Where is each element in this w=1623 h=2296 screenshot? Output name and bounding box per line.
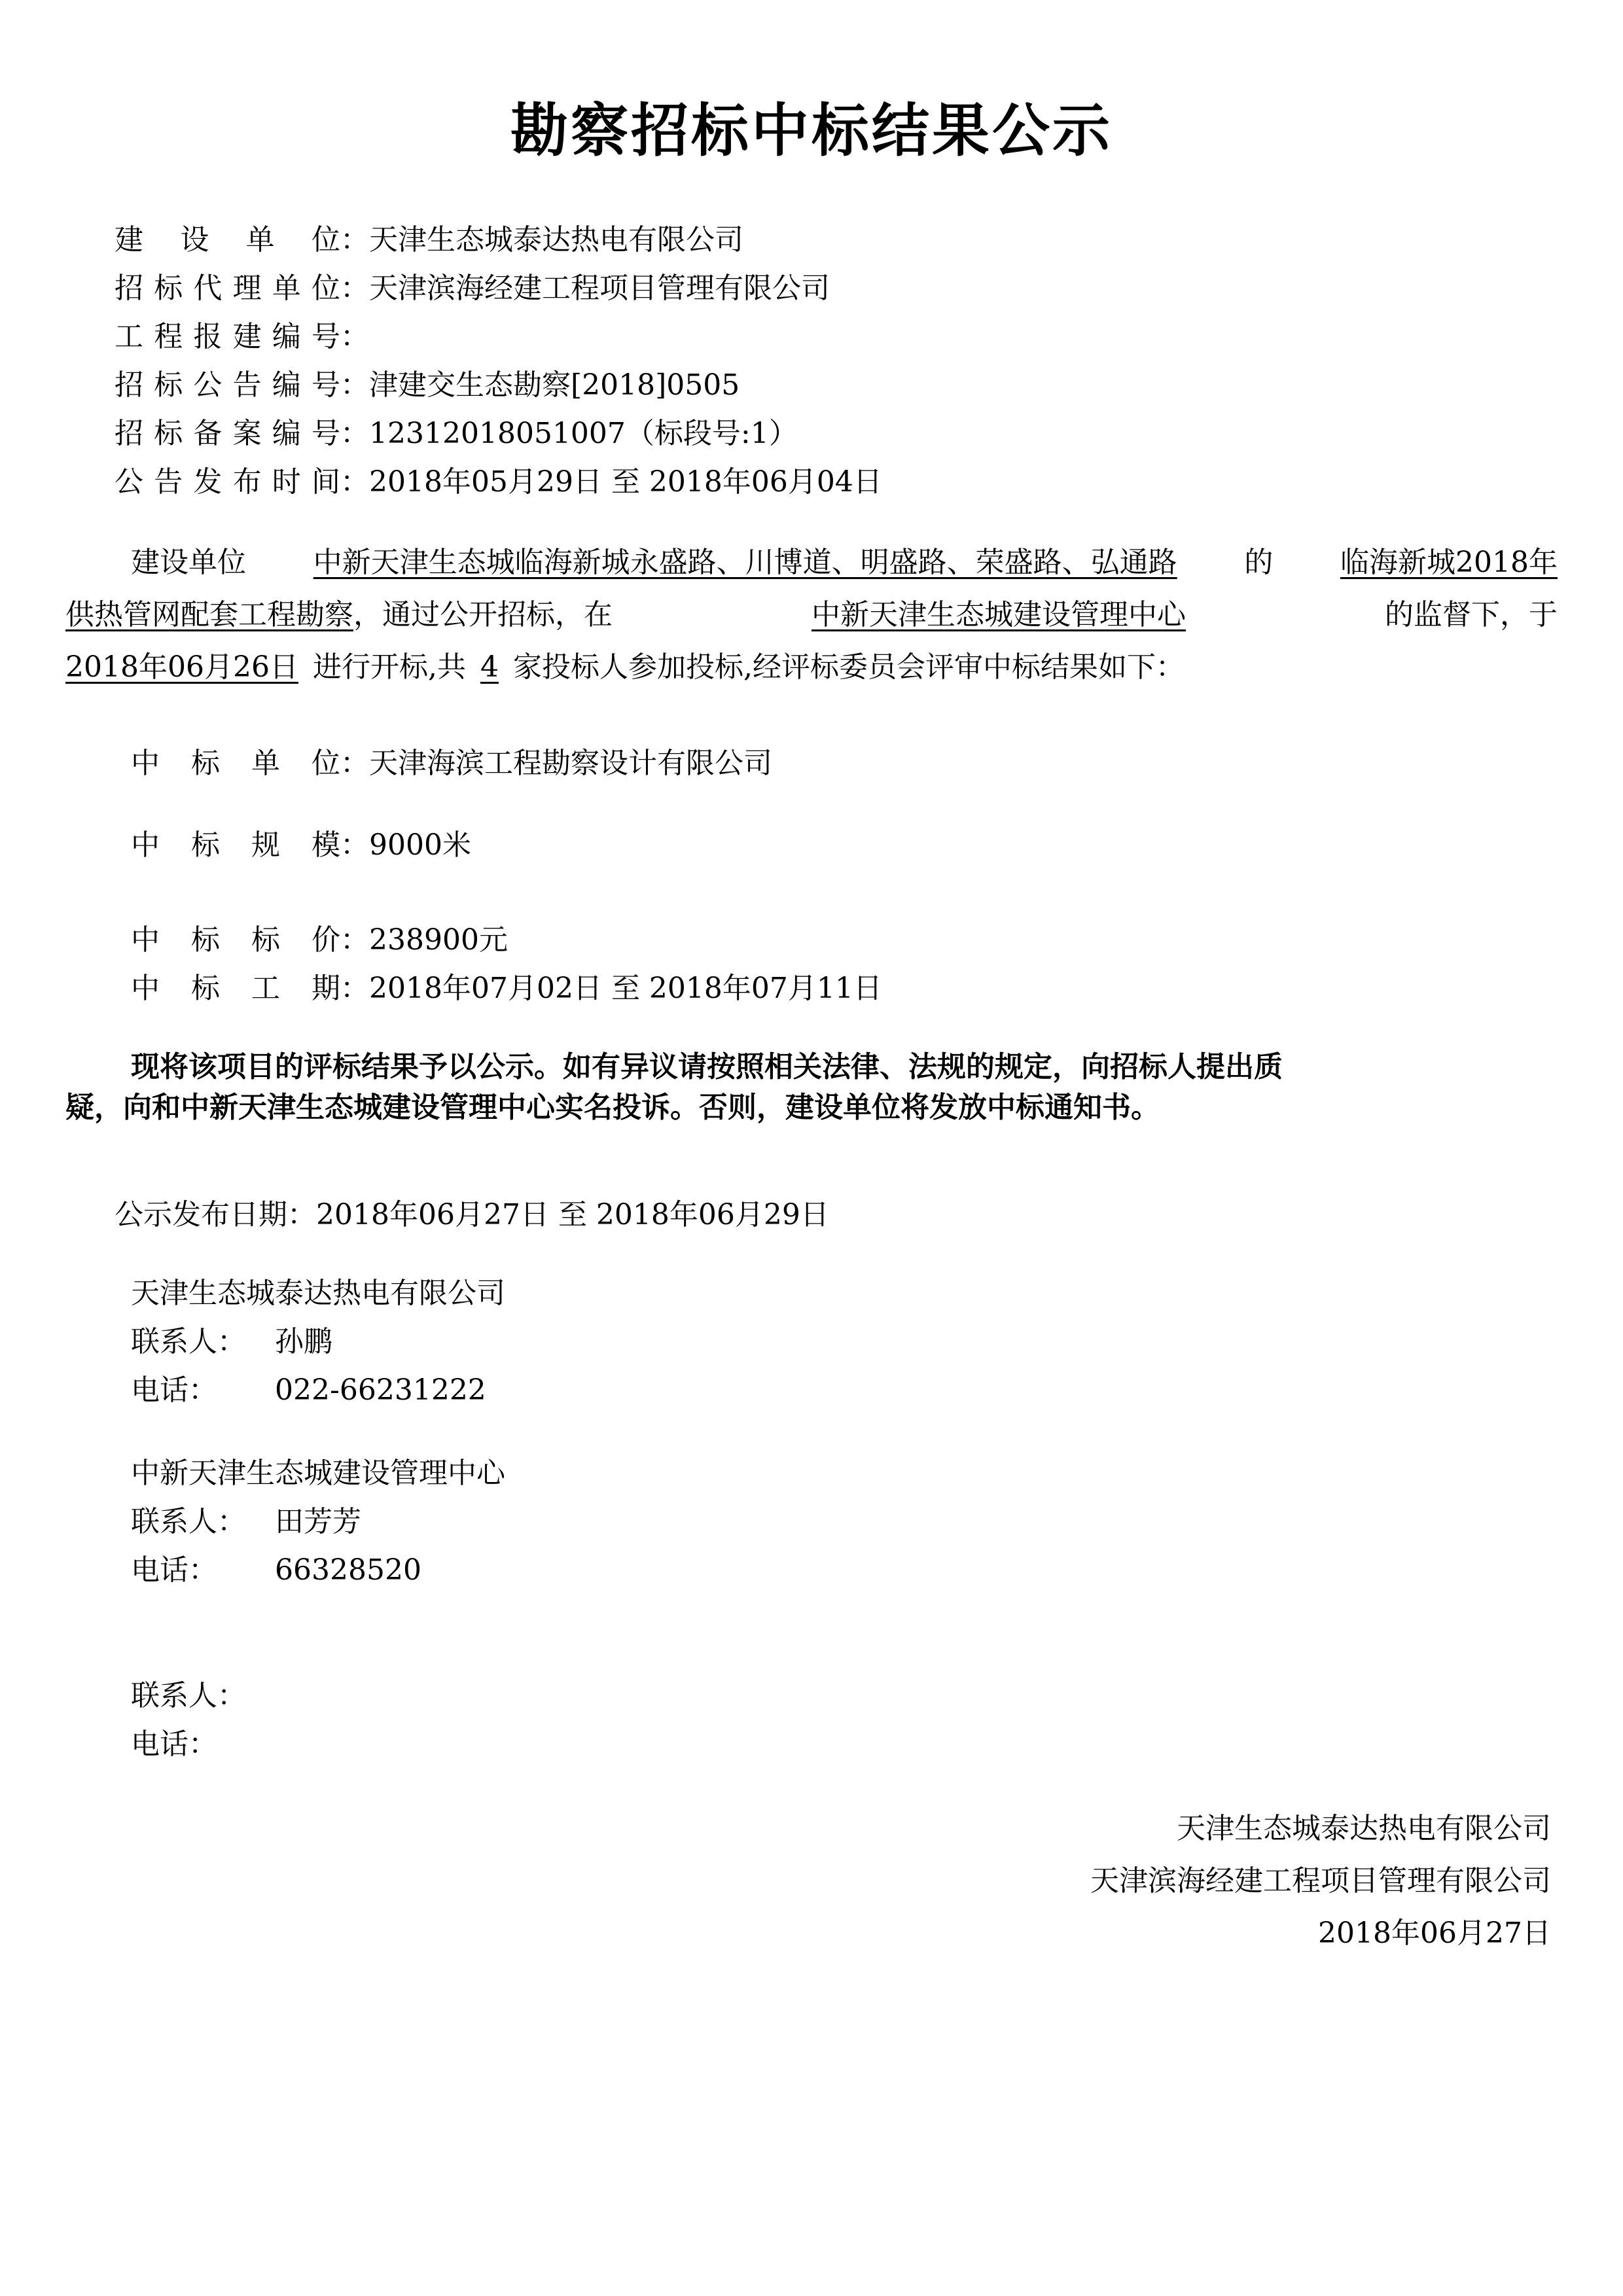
award-price bbox=[131, 916, 508, 964]
award-label: 中标单位 bbox=[131, 747, 340, 780]
info-value: 2018年05月29日 至 2018年06月04日 bbox=[369, 465, 882, 499]
info-value: 津建交生态勘察[2018]0505 bbox=[369, 368, 740, 402]
info-label: 招标代理单位 bbox=[115, 272, 340, 305]
contact-phone-row bbox=[131, 1366, 505, 1415]
project-name: 供热管网配套工程勘察 bbox=[65, 598, 353, 631]
award-label: 中标标价 bbox=[131, 923, 340, 957]
contact-authority bbox=[131, 1449, 505, 1595]
publish-date-label: 公示发布日期： bbox=[115, 1198, 316, 1231]
award-value: 9000米 bbox=[369, 828, 471, 862]
paragraph-line bbox=[65, 589, 1558, 641]
award-scale bbox=[131, 821, 471, 870]
info-value: 天津生态城泰达热电有限公司 bbox=[369, 223, 743, 256]
public-notice bbox=[65, 1047, 1531, 1128]
contact-org: 中新天津生态城建设管理中心 bbox=[131, 1457, 505, 1490]
contact-person-row bbox=[131, 1318, 505, 1366]
contact-label: 联系人： bbox=[131, 1679, 246, 1712]
supervising-authority: 中新天津生态城建设管理中心 bbox=[812, 598, 1186, 631]
colon: ： bbox=[340, 417, 369, 450]
info-value: 天津滨海经建工程项目管理有限公司 bbox=[369, 272, 830, 305]
info-row-agency bbox=[115, 264, 882, 313]
paragraph-line bbox=[65, 537, 1558, 589]
publish-date-value: 2018年06月27日 至 2018年06月29日 bbox=[316, 1198, 829, 1231]
paragraph-text: 进行开标,共 bbox=[312, 650, 466, 684]
colon: ： bbox=[340, 320, 369, 353]
award-value: 2018年07月02日 至 2018年07月11日 bbox=[369, 972, 882, 1005]
contact-phone: 66328520 bbox=[275, 1553, 421, 1587]
contact-label: 联系人： bbox=[131, 1505, 246, 1538]
info-label: 公告发布时间 bbox=[115, 465, 340, 499]
bid-opening-paragraph bbox=[65, 537, 1558, 694]
signing-org: 天津生态城泰达热电有限公司 bbox=[1177, 1812, 1551, 1845]
contact-phone-row bbox=[131, 1546, 505, 1595]
info-label: 建设单位 bbox=[115, 223, 340, 256]
project-location: 中新天津生态城临海新城永盛路、川博道、明盛路、荣盛路、弘通路 bbox=[313, 546, 1177, 579]
contact-org: 天津生态城泰达热电有限公司 bbox=[131, 1277, 505, 1310]
info-row-announcement-period bbox=[115, 458, 882, 506]
contact-person: 孙鹏 bbox=[275, 1325, 332, 1358]
paragraph-text: 家投标人参加投标,经评标委员会评审中标结果如下： bbox=[512, 650, 1185, 684]
award-value: 238900元 bbox=[369, 923, 508, 957]
colon: ： bbox=[340, 368, 369, 402]
info-label: 招标公告编号 bbox=[115, 368, 340, 402]
contact-person-row bbox=[131, 1672, 275, 1720]
award-value: 天津海滨工程勘察设计有限公司 bbox=[369, 747, 772, 780]
contact-builder bbox=[131, 1269, 505, 1415]
paragraph-line bbox=[65, 641, 1558, 694]
signature-block bbox=[1090, 1803, 1551, 1960]
award-period bbox=[131, 964, 882, 1013]
project-name: 临海新城2018年 bbox=[1340, 546, 1558, 579]
signing-org: 天津滨海经建工程项目管理有限公司 bbox=[1090, 1864, 1551, 1898]
award-winner bbox=[131, 739, 772, 788]
contact-label: 电话： bbox=[131, 1373, 217, 1407]
contact-label: 电话： bbox=[131, 1553, 217, 1587]
contact-label: 电话： bbox=[131, 1727, 217, 1761]
award-label: 中标工期 bbox=[131, 972, 340, 1005]
signing-date: 2018年06月27日 bbox=[1318, 1916, 1551, 1950]
info-label: 工程报建编号 bbox=[115, 320, 340, 353]
contact-blank bbox=[131, 1672, 275, 1769]
colon: ： bbox=[340, 747, 369, 780]
project-info bbox=[115, 216, 882, 506]
contact-label: 联系人： bbox=[131, 1325, 246, 1358]
info-row-announcement-number bbox=[115, 361, 882, 410]
info-value: 12312018051007（标段号:1） bbox=[369, 417, 798, 450]
publish-date bbox=[115, 1191, 829, 1239]
colon: ： bbox=[340, 828, 369, 862]
info-row-filing-number bbox=[115, 410, 882, 458]
paragraph-text: 的监督下，于 bbox=[1385, 598, 1558, 631]
contact-phone-row bbox=[131, 1720, 275, 1769]
award-label: 中标规模 bbox=[131, 828, 340, 862]
notice-line: 现将该项目的评标结果予以公示。如有异议请按照相关法律、法规的规定，向招标人提出质 bbox=[131, 1050, 1283, 1084]
bidder-count: 4 bbox=[480, 650, 499, 684]
paragraph-text: 的 bbox=[1244, 546, 1274, 579]
contact-phone: 022-66231222 bbox=[275, 1373, 486, 1407]
colon: ： bbox=[340, 465, 369, 499]
info-label: 招标备案编号 bbox=[115, 417, 340, 450]
colon: ： bbox=[340, 223, 369, 256]
notice-line: 疑，向和中新天津生态城建设管理中心实名投诉。否则，建设单位将发放中标通知书。 bbox=[65, 1091, 1160, 1124]
contact-person-row bbox=[131, 1498, 505, 1546]
colon: ： bbox=[340, 972, 369, 1005]
contact-person: 田芳芳 bbox=[275, 1505, 361, 1538]
paragraph-text: ，通过公开招标，在 bbox=[353, 598, 613, 631]
opening-date: 2018年06月26日 bbox=[65, 650, 298, 684]
info-row-registration-number bbox=[115, 313, 882, 361]
page-title: 勘察招标中标结果公示 bbox=[510, 97, 1113, 164]
paragraph-prefix: 建设单位 bbox=[131, 546, 246, 579]
colon: ： bbox=[340, 923, 369, 957]
colon: ： bbox=[340, 272, 369, 305]
info-row-builder bbox=[115, 216, 882, 264]
